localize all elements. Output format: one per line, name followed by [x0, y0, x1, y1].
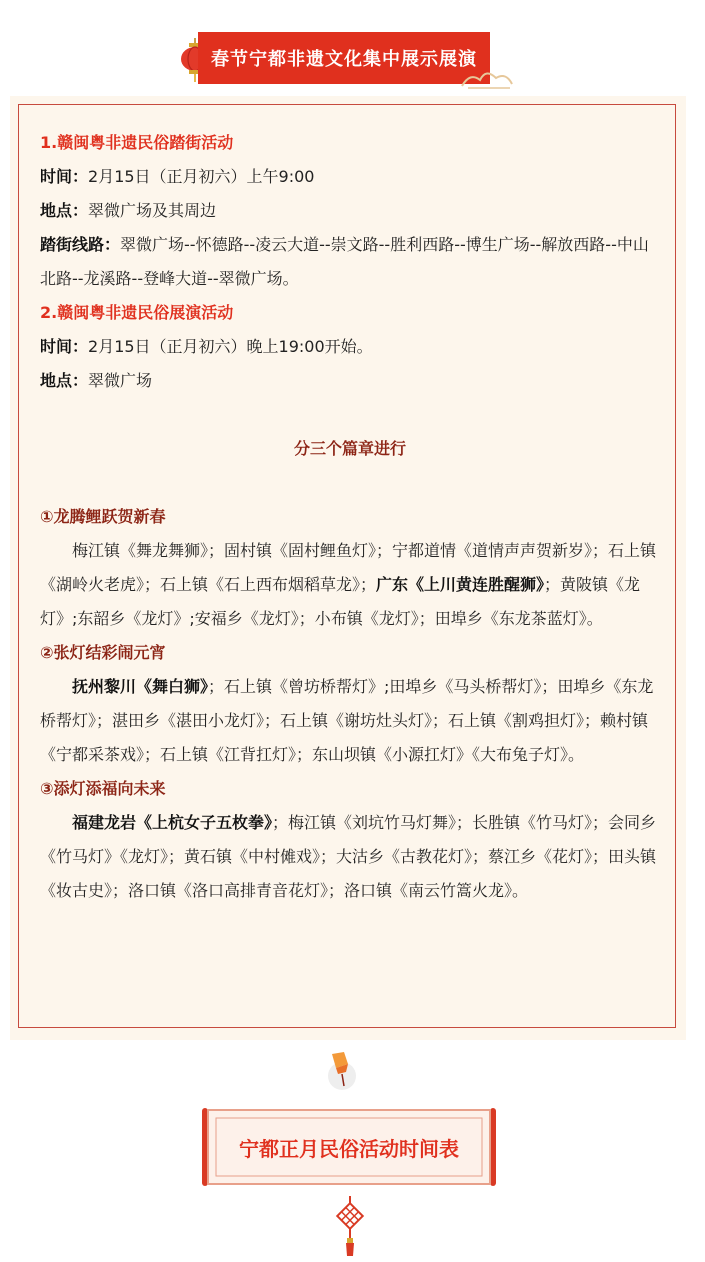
chapter-3-heading: ③添灯添福向未来 — [40, 779, 166, 798]
section-2-subtitle: 分三个篇章进行 — [293, 439, 406, 458]
chapter-2-text: 抚州黎川《舞白狮》；石上镇《曾坊桥帮灯》;田埠乡《马头桥帮灯》；田埠乡《东龙桥帮灯》；湛田乡《湛田小龙灯》；石上镇《谢坊灶头灯》；石上镇《割鸡担灯》；赖村镇《宁都采茶戏》；石上镇《江背扛灯》；东山坝镇《小源扛灯》《大布兔子灯》。 — [40, 677, 654, 764]
section-1-route: 踏街线路：翠微广场--怀德路--凌云大道--崇文路--胜利西路--博生广场--解放西路--中山北路--龙溪路--登峰大道--翠微广场。 — [40, 235, 649, 288]
page-title-banner — [198, 32, 490, 84]
section-1-time: 时间：2月15日（正月初六）上午9:00 — [40, 167, 315, 186]
section-1-place: 地点：翠微广场及其周边 — [40, 201, 217, 220]
schedule-title — [196, 1106, 502, 1188]
spacer — [40, 398, 660, 432]
lantern-icon — [322, 1050, 358, 1092]
content-body — [40, 126, 660, 908]
spacer — [40, 466, 660, 500]
chinese-knot-icon — [332, 1196, 368, 1258]
chapter-1-heading: ①龙腾鲤跃贺新春 — [40, 507, 166, 526]
chapter-2-heading: ②张灯结彩闹元宵 — [40, 643, 166, 662]
section-1-heading: 1.赣闽粤非遗民俗踏街活动 — [40, 133, 234, 152]
section-2-place: 地点：翠微广场 — [40, 371, 153, 390]
cloud-ornament-icon — [460, 66, 514, 90]
chapter-3-text: 福建龙岩《上杭女子五枚拳》；梅江镇《刘坑竹马灯舞》；长胜镇《竹马灯》；会同乡《竹马灯》《龙灯》；黄石镇《中村傩戏》；大沽乡《古教花灯》；蔡江乡《花灯》；田头镇《妆古史》；洛口镇《洛口高排青音花灯》；洛口镇《南云竹篙火龙》。 — [40, 813, 657, 900]
section-2-heading: 2.赣闽粤非遗民俗展演活动 — [40, 303, 234, 322]
section-2-time: 时间：2月15日（正月初六）晚上19:00开始。 — [40, 337, 373, 356]
chapter-1-text: 梅江镇《舞龙舞狮》；固村镇《固村鲤鱼灯》；宁都道情《道情声声贺新岁》；石上镇《湖岭火老虎》；石上镇《石上西布烟稻草龙》；广东《上川黄连胜醒狮》；黄陂镇《龙灯》;东韶乡《龙灯》;安福乡《龙灯》；小布镇《龙灯》；田埠乡《东龙茶蓝灯》。 — [40, 541, 657, 628]
page-title: 春节宁都非遗文化集中展示展演 — [211, 49, 477, 70]
schedule-title-text: 宁都正月民俗活动时间表 — [239, 1136, 459, 1161]
